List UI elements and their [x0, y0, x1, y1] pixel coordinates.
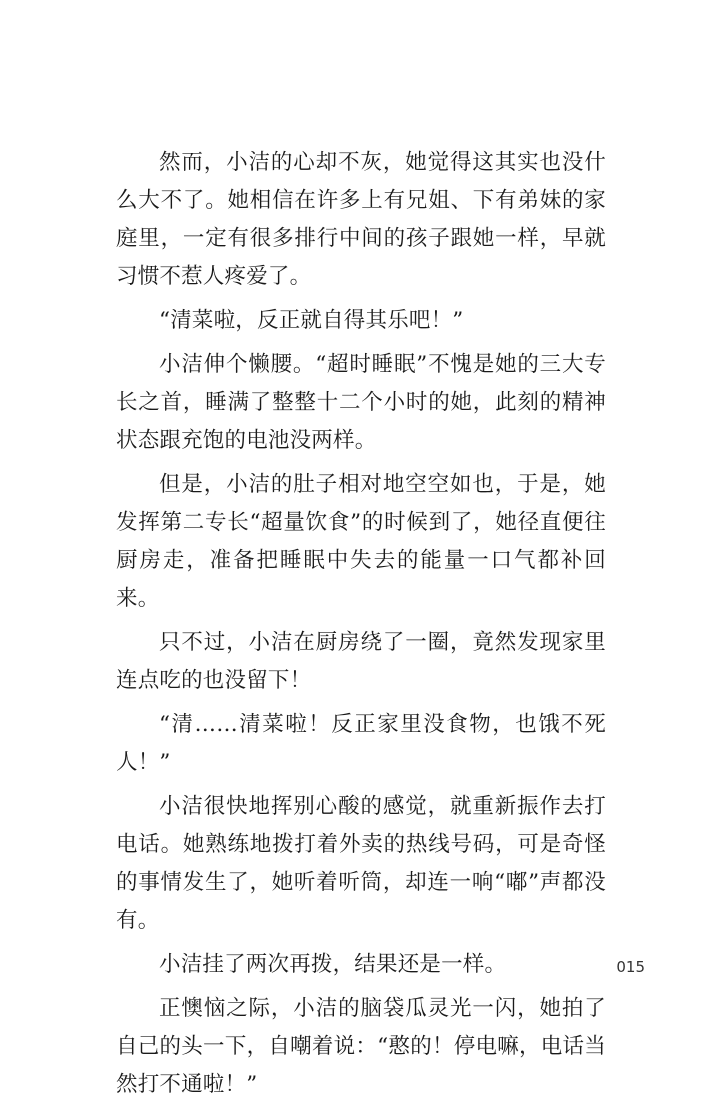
paragraph: 小洁很快地挥别心酸的感觉，就重新振作去打电话。她熟练地拨打着外卖的热线号码，可是奇怪的事情发生了，她听着听筒，却连一响“嘟”声都没有。	[116, 794, 606, 933]
paragraph: 只不过，小洁在厨房绕了一圈，竟然发现家里连点吃的也没留下！	[116, 630, 606, 693]
page-body	[116, 144, 606, 1110]
paragraph: “清……清菜啦！反正家里没食物，也饿不死人！”	[116, 712, 606, 775]
paragraph: 但是，小洁的肚子相对地空空如也，于是，她发挥第二专长“超量饮食”的时候到了，她径直便往厨房走，准备把睡眠中失去的能量一口气都补回来。	[116, 472, 606, 611]
paragraph: “清菜啦，反正就自得其乐吧！”	[159, 308, 464, 333]
paragraph: 正懊恼之际，小洁的脑袋瓜灵光一闪，她拍了自己的头一下，自嘲着说：“憨的！停电嘛，电话当然打不通啦！”	[116, 996, 606, 1097]
paragraph: 小洁挂了两次再拨，结果还是一样。	[159, 952, 507, 977]
paragraph: 小洁伸个懒腰。“超时睡眠”不愧是她的三大专长之首，睡满了整整十二个小时的她，此刻的精神状态跟充饱的电池没两样。	[116, 352, 606, 453]
page-number: 015	[616, 958, 645, 976]
paragraph: 然而，小洁的心却不灰，她觉得这其实也没什么大不了。她相信在许多上有兄姐、下有弟妹的家庭里，一定有很多排行中间的孩子跟她一样，早就习惯不惹人疼爱了。	[116, 150, 606, 289]
